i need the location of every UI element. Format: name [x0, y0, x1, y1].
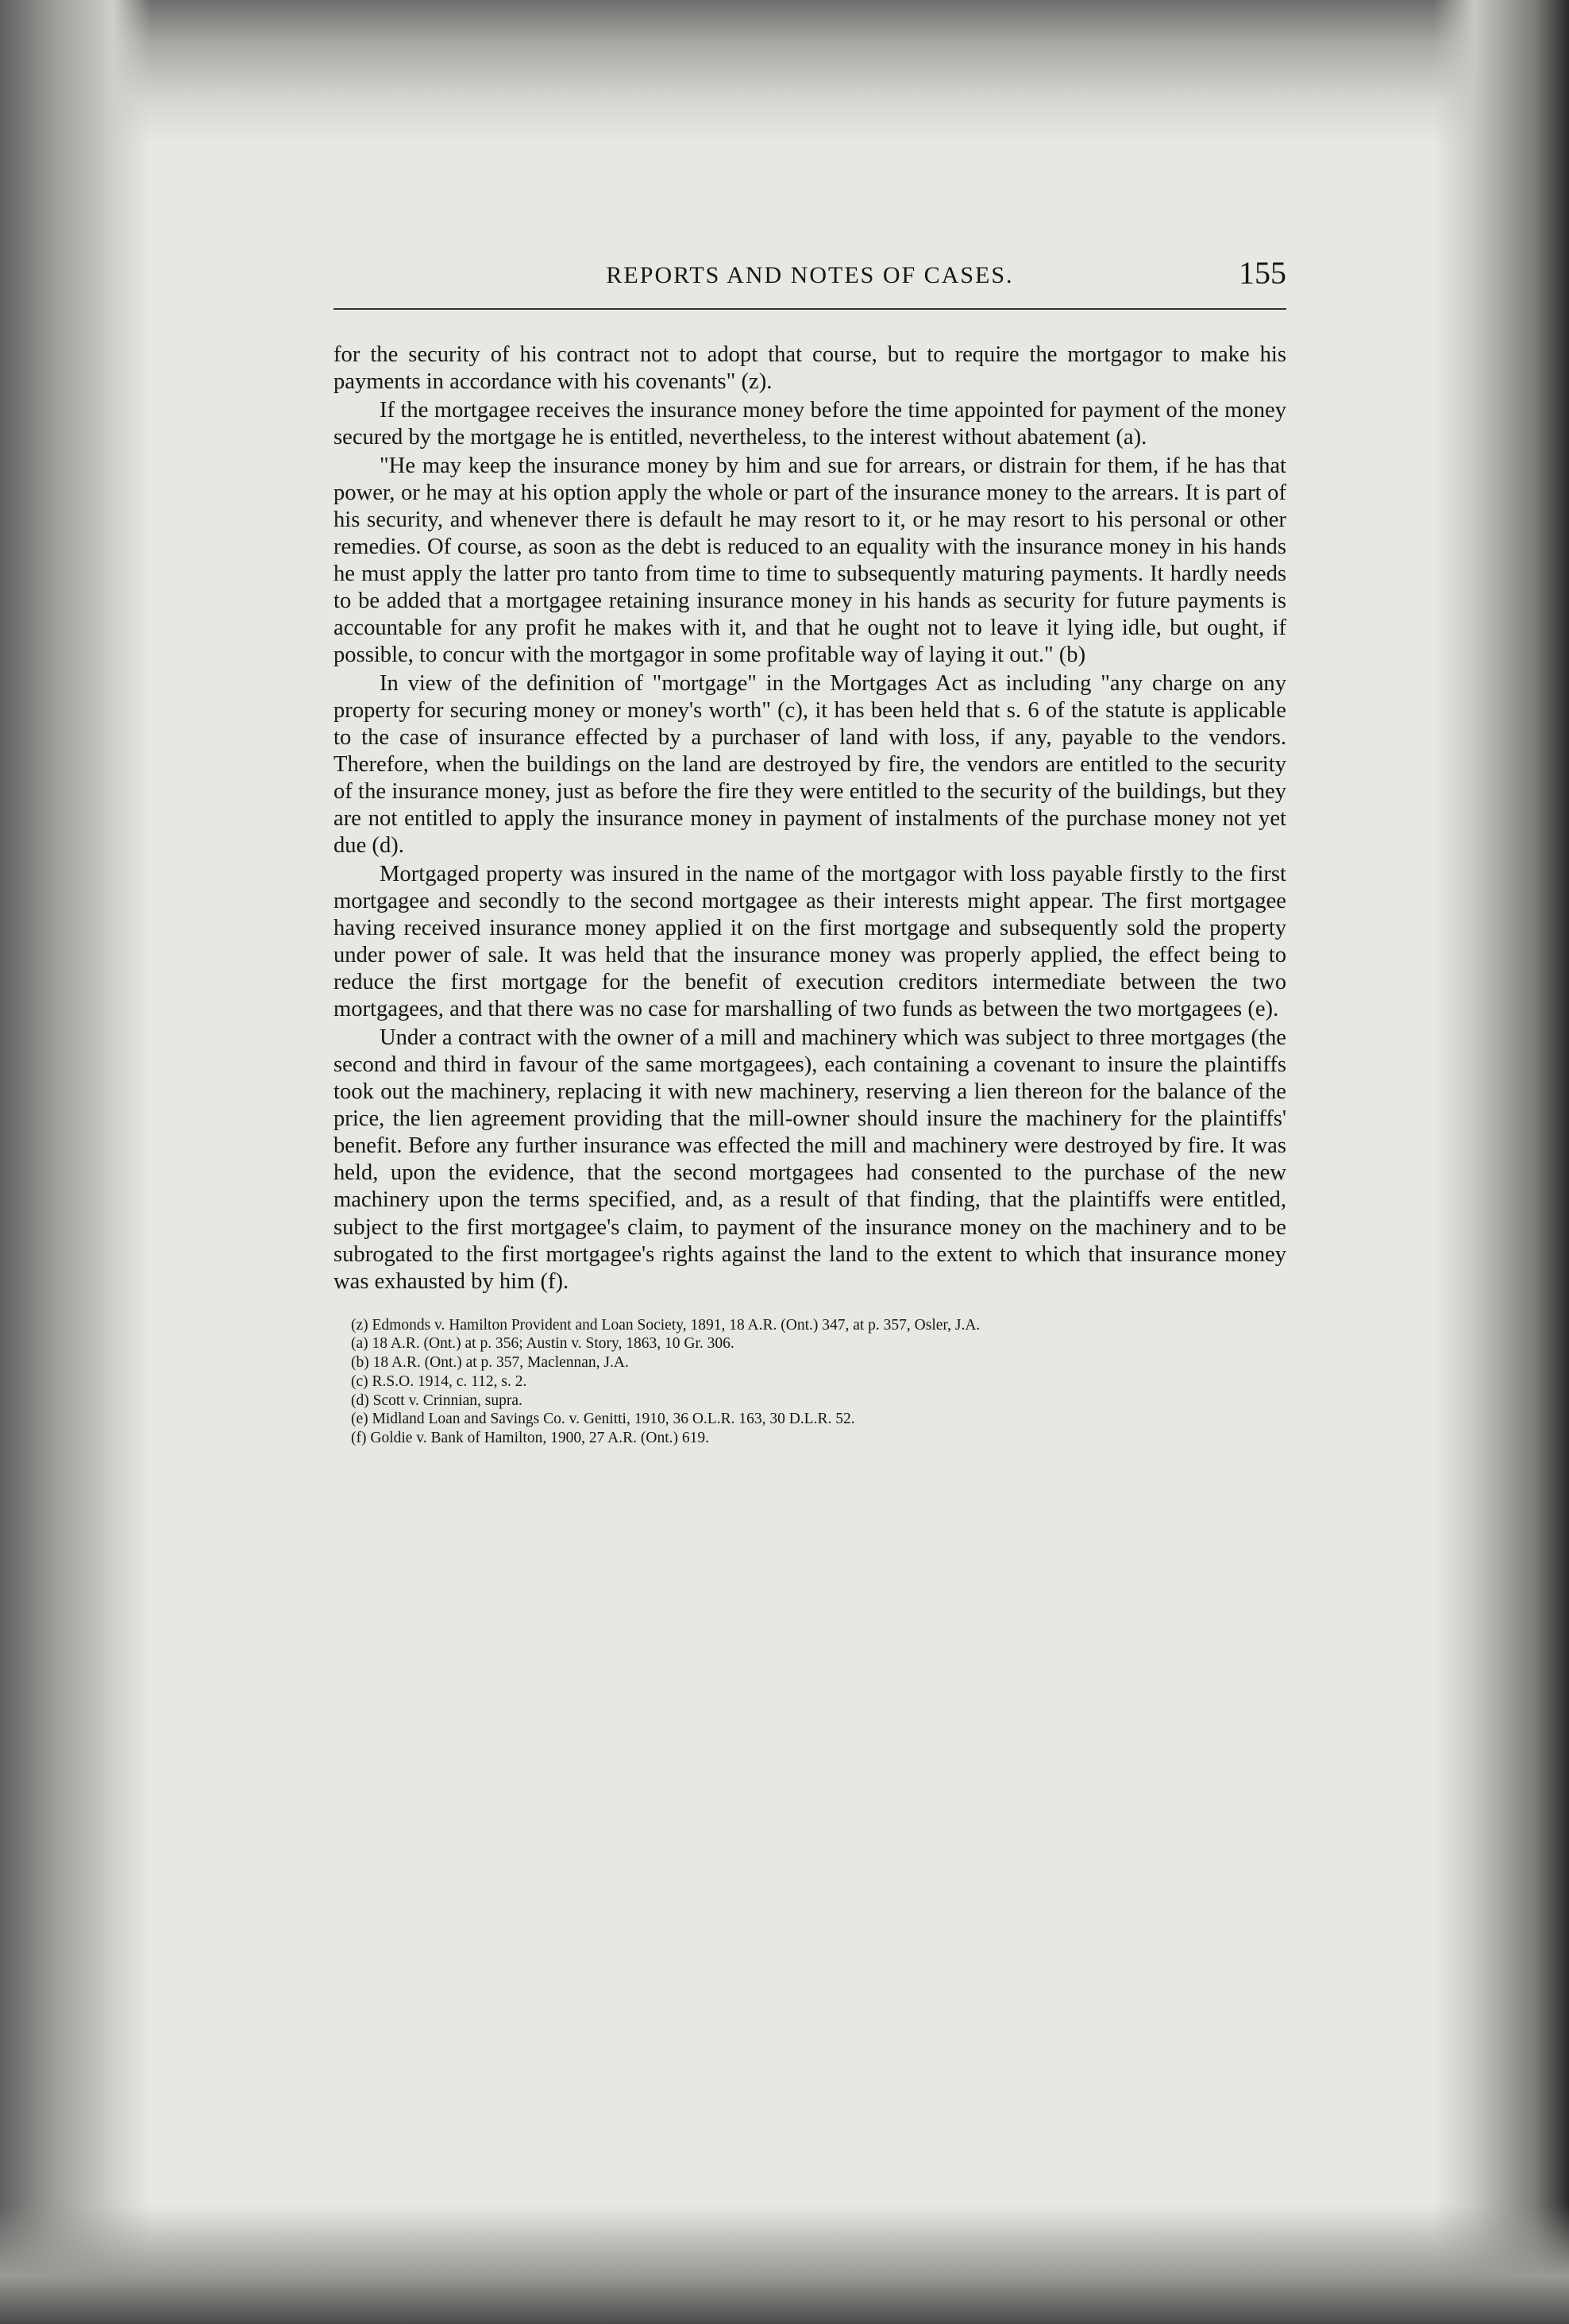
paragraph: Under a contract with the owner of a mill and machinery which was subject to three mortgages (the second and third in favour of the same mortgagees), each containing a covenant to insure the plaintiffs took out the machinery, replacing it with new machinery, reserving a lien thereon for the balance of the price, the lien agreement providing that the mill-owner should insure the machinery for the plaintiffs' benefit. Before any further insurance was effected the mill and machinery were destroyed by fire. It was held, upon the evidence, that the second mortgagees had consented to the purchase of the new machinery upon the terms specified, and, as a result of that finding, that the plaintiffs were entitled, subject to the first mortgagee's claim, to payment of the insurance money on the machinery and to be subrogated to the first mortgagee's rights against the land to the extent to which that insurance money was exhausted by him (f).	[333, 1025, 1286, 1294]
running-head	[333, 254, 1286, 302]
footnote: (b) 18 A.R. (Ont.) at p. 357, Maclennan, J.A.	[351, 1354, 629, 1372]
scan-border-left	[0, 0, 151, 2324]
paragraph-continued: for the security of his contract not to adopt that course, but to require the mortgagor to make his payments in accordance with his covenants" (z).	[333, 342, 1286, 395]
page-number: 155	[1239, 255, 1286, 291]
footnote: (c) R.S.O. 1914, c. 112, s. 2.	[351, 1372, 527, 1390]
footnotes	[333, 1316, 1286, 1448]
running-title: REPORTS AND NOTES OF CASES.	[606, 262, 1014, 288]
footnote: (d) Scott v. Crinnian, supra.	[351, 1392, 522, 1409]
paragraph: Mortgaged property was insured in the name of the mortgagor with loss payable firstly to the first mortgagee and secondly to the second mortgagee as their interests might appear. The first mortgagee having received insurance money applied it on the first mortgage and subsequently sold the property under power of sale. It was held that the insurance money was properly applied, the effect being to reduce the first mortgage for the benefit of execution creditors intermediate between the two mortgagees, and that there was no case for marshalling of two funds as between the two mortgagees (e).	[333, 862, 1286, 1022]
scan-border-bottom	[0, 2205, 1569, 2324]
body-text	[333, 342, 1286, 1295]
paragraph-quotation: "He may keep the insurance money by him and sue for arrears, or distrain for them, if he has that power, or he may at his option apply the whole or part of the insurance money to the arrears. It is part of his security, and whenever there is default he may resort to it, or he may resort to his personal or other remedies. Of course, as soon as the debt is reduced to an equality with the insurance money in his hands he must apply the latter pro tanto from time to time to subsequently maturing payments. It hardly needs to be added that a mortgagee retaining insurance money in his hands as security for future payments is accountable for any profit he makes with it, and that he ought not to leave it lying idle, but ought, if possible, to concur with the mortgagor in some profitable way of laying it out." (b)	[333, 454, 1286, 668]
header-rule	[333, 308, 1286, 310]
scan-border-right	[1434, 0, 1569, 2324]
footnote: (a) 18 A.R. (Ont.) at p. 356; Austin v. Story, 1863, 10 Gr. 306.	[351, 1335, 734, 1353]
book-page	[333, 254, 1286, 1448]
footnote: (z) Edmonds v. Hamilton Provident and Loan Society, 1891, 18 A.R. (Ont.) 347, at p. 357, Osler, J.A.	[351, 1316, 981, 1334]
paragraph: In view of the definition of "mortgage" in the Mortgages Act as including "any charge on any property for securing money or money's worth" (c), it has been held that s. 6 of the statute is applicable to the case of insurance effected by a purchaser of land with loss, if any, payable to the vendors. Therefore, when the buildings on the land are destroyed by fire, the vendors are entitled to the security of the insurance money, just as before the fire they were entitled to the security of the buildings, but they are not entitled to apply the insurance money in payment of instalments of the purchase money not yet due (d).	[333, 671, 1286, 859]
footnote: (e) Midland Loan and Savings Co. v. Genitti, 1910, 36 O.L.R. 163, 30 D.L.R. 52.	[351, 1411, 855, 1428]
paragraph: If the mortgagee receives the insurance money before the time appointed for payment of the money secured by the mortgage he is entitled, nevertheless, to the interest without abatement (a).	[333, 398, 1286, 450]
footnote: (f) Goldie v. Bank of Hamilton, 1900, 27 A.R. (Ont.) 619.	[351, 1430, 709, 1447]
scan-border-top	[0, 0, 1569, 143]
